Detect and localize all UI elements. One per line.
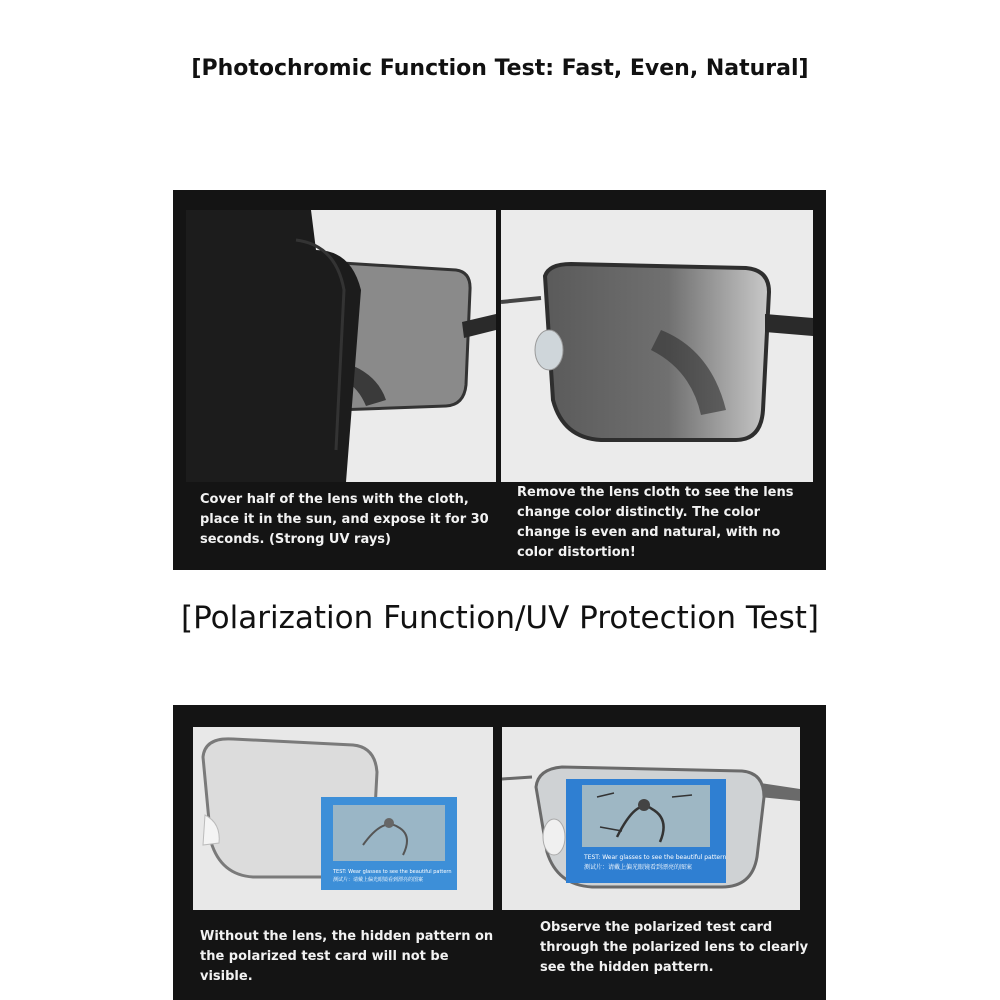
- through-lens-test-card-photo: [502, 727, 800, 910]
- no-lens-test-card-photo: [193, 727, 493, 910]
- test-card-right: [566, 779, 726, 883]
- test-card-right-line1: TEST: Wear glasses to see the beautiful pattern: [584, 854, 727, 861]
- test-card-right-line2: 测试片：请戴上偏光眼镜看到漂亮的图案: [584, 864, 693, 871]
- photochromic-left-caption: Cover half of the lens with the cloth, place it in the sun, and expose it for 30 seconds. (Strong UV rays): [200, 492, 489, 547]
- section1-title: [Photochromic Function Test: Fast, Even, Natural]: [191, 56, 809, 81]
- section2-title: [Polarization Function/UV Protection Test]: [181, 600, 819, 636]
- color-changed-lens-photo: [501, 210, 813, 482]
- photochromic-panel: [173, 190, 826, 570]
- test-card-left-line1: TEST: Wear glasses to see the beautiful pattern: [333, 869, 452, 875]
- polarization-left-caption: Without the lens, the hidden pattern on the polarized test card will not be visible.: [200, 929, 494, 984]
- test-card-left: [321, 797, 457, 890]
- test-card-left-line2: 测试片：请戴上偏光眼镜看到漂亮的图案: [333, 877, 424, 883]
- photochromic-right-caption: Remove the lens cloth to see the lens change color distinctly. The color change is even and natural, with no color distortion!: [517, 485, 794, 560]
- cloth-covered-lens-photo: [186, 210, 496, 482]
- polarization-panel: [173, 705, 826, 1000]
- polarization-right-caption: Observe the polarized test card through the polarized lens to clearly see the hidden pattern.: [540, 920, 809, 975]
